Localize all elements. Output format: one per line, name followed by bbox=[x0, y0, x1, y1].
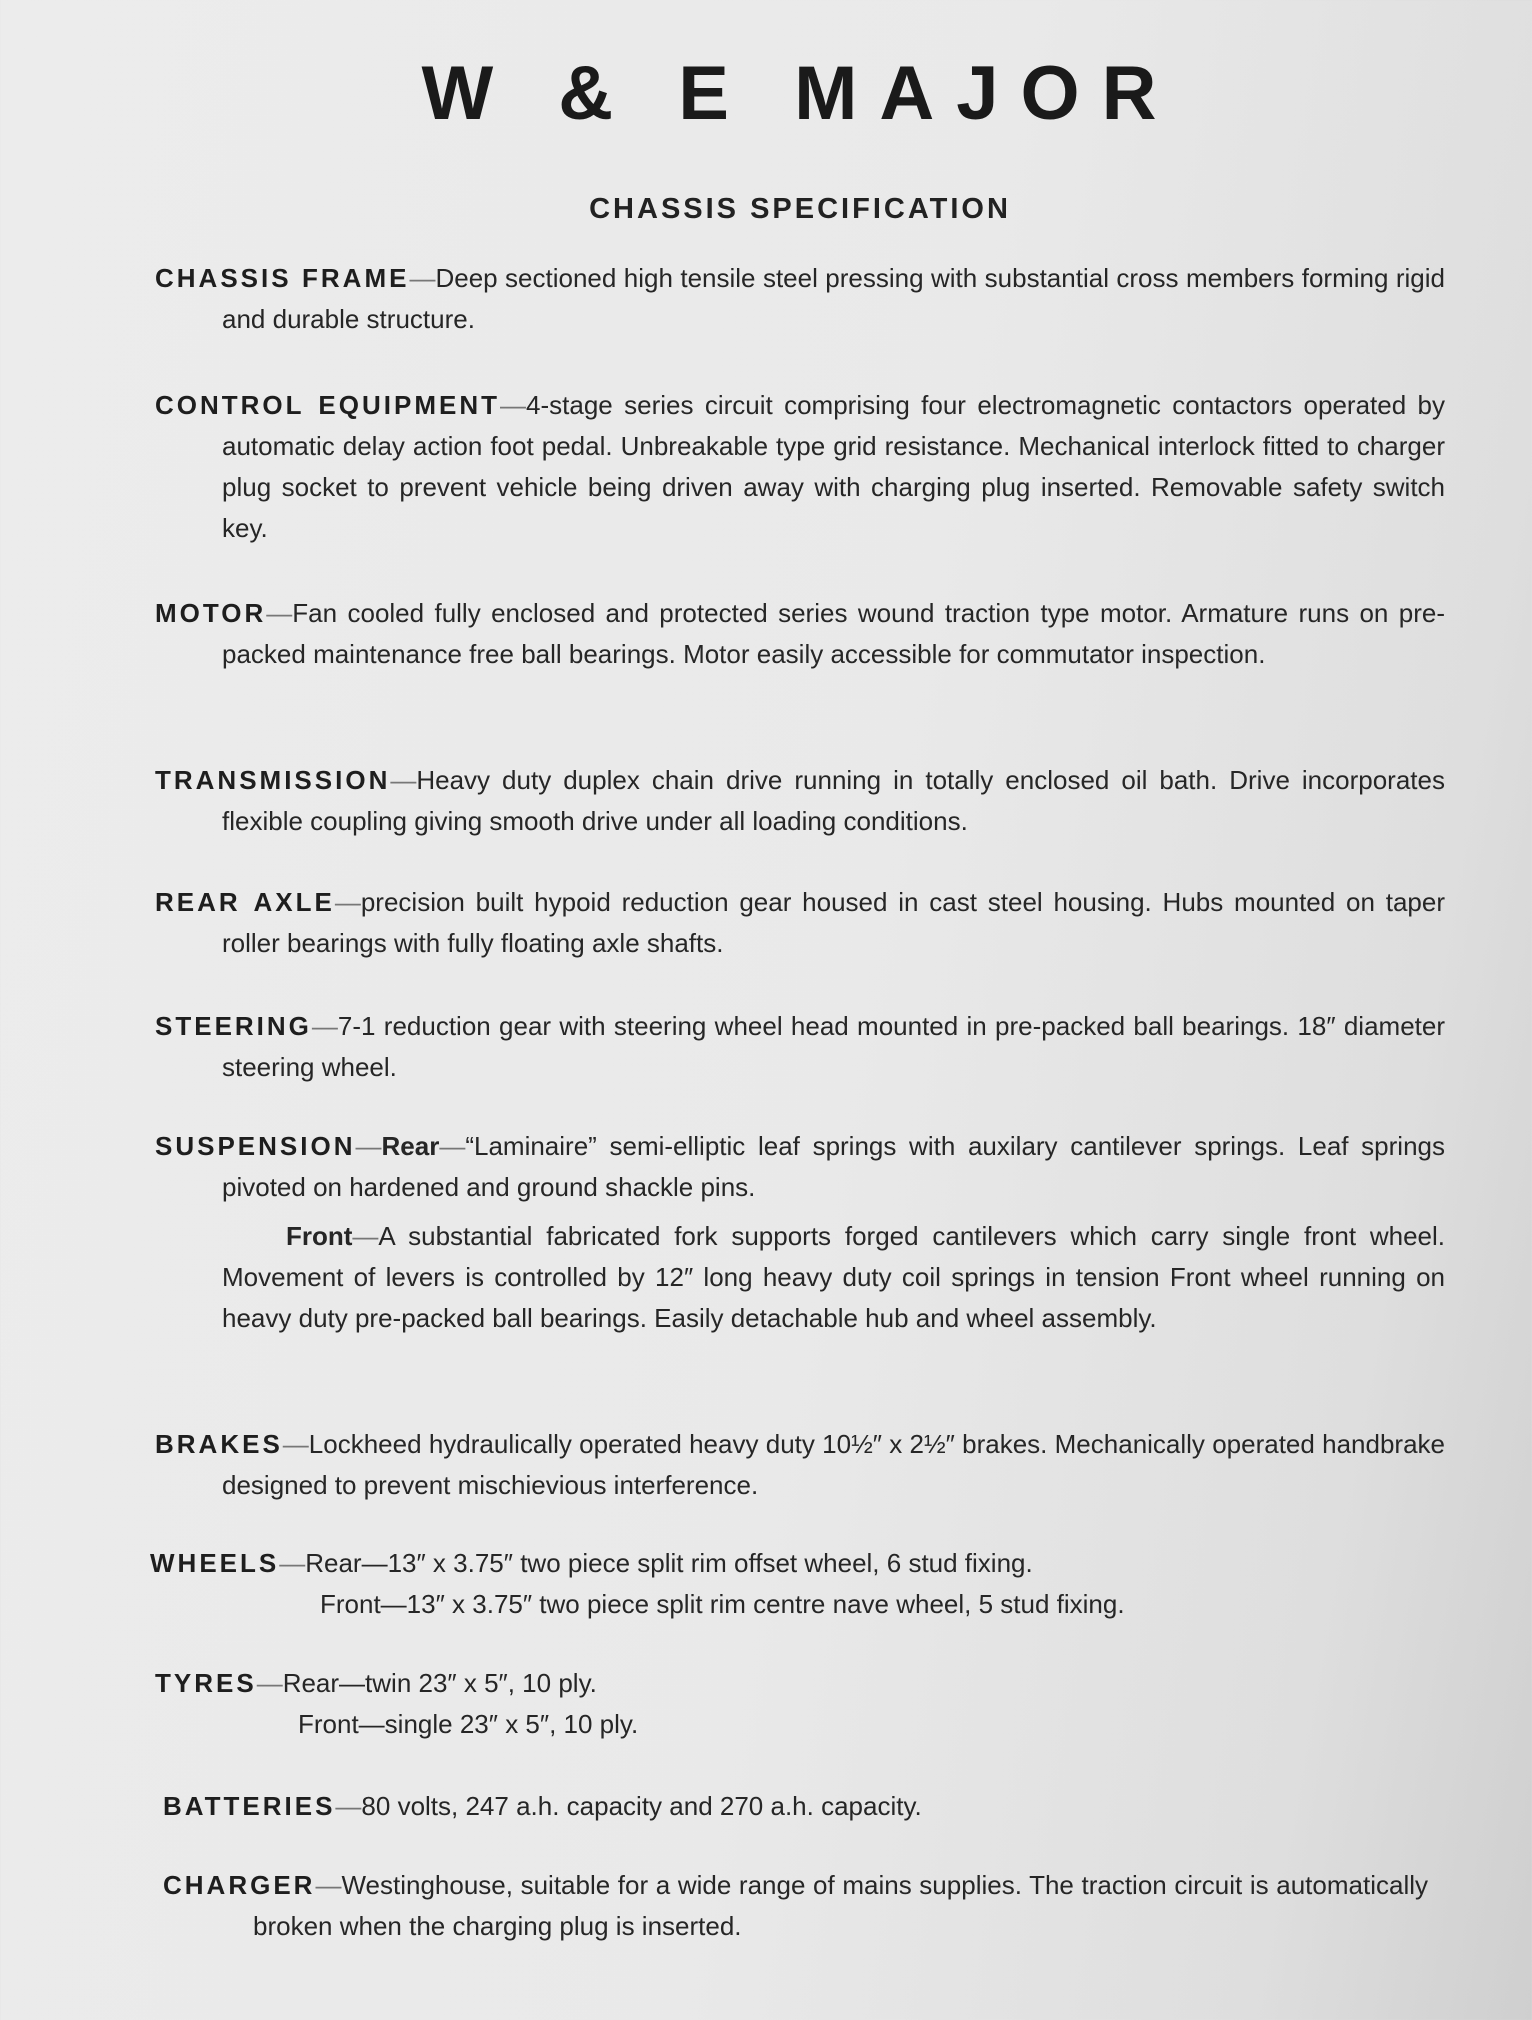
spec-text: 7-1 reduction gear with steering wheel head mounted in pre-packed ball bearings. 18″ diameter steering wheel. bbox=[222, 1011, 1445, 1082]
dash: — bbox=[355, 1131, 382, 1161]
dash: — bbox=[409, 263, 436, 293]
spec-label: CHARGER bbox=[163, 1870, 316, 1900]
spec-text: Lockheed hydraulically operated heavy duty 10½″ x 2½″ brakes. Mechanically operated handbrake designed to prevent mischievious interference. bbox=[222, 1429, 1445, 1500]
dash: — bbox=[335, 1791, 362, 1821]
spec-suspension bbox=[155, 1126, 1445, 1339]
sub-label-front: Front bbox=[286, 1221, 353, 1251]
spec-label: REAR AXLE bbox=[155, 887, 335, 917]
spec-label: WHEELS bbox=[150, 1548, 280, 1578]
spec-label: STEERING bbox=[155, 1011, 312, 1041]
dash: — bbox=[500, 390, 527, 420]
spec-brakes bbox=[155, 1424, 1445, 1506]
spec-tyres bbox=[155, 1663, 1445, 1745]
spec-text: Deep sectioned high tensile steel pressing with substantial cross members forming rigid and durable structure. bbox=[222, 263, 1445, 334]
spec-text: A substantial fabricated fork supports forged cantilevers which carry single front wheel. Movement of levers is controlled by 12″ long heavy duty coil springs in tension Front wheel running on heavy duty pre-packed ball bearings. Easily detachable hub and wheel assembly. bbox=[222, 1221, 1445, 1333]
spec-control-equipment bbox=[155, 385, 1445, 549]
spec-label: SUSPENSION bbox=[155, 1131, 356, 1161]
spec-text: Westinghouse, suitable for a wide range of mains supplies. The traction circuit is automatically broken when the charging plug is inserted. bbox=[253, 1870, 1428, 1941]
dash: — bbox=[279, 1548, 306, 1578]
dash: — bbox=[256, 1668, 283, 1698]
spec-label: TRANSMISSION bbox=[155, 765, 391, 795]
spec-transmission bbox=[155, 760, 1445, 842]
dash: — bbox=[311, 1011, 338, 1041]
spec-text: Fan cooled fully enclosed and protected series wound traction type motor. Armature runs on pre-packed maintenance free ball bearings. Motor easily accessible for commutator inspection. bbox=[222, 598, 1445, 669]
spec-wheels bbox=[150, 1543, 1440, 1625]
spec-motor bbox=[155, 593, 1445, 675]
spec-text-rear: Rear—twin 23″ x 5″, 10 ply. bbox=[282, 1668, 597, 1698]
spec-text-front: Front—13″ x 3.75″ two piece split rim centre nave wheel, 5 stud fixing. bbox=[320, 1589, 1125, 1619]
dash: — bbox=[315, 1870, 342, 1900]
spec-label: TYRES bbox=[155, 1668, 257, 1698]
spec-text-front: Front—single 23″ x 5″, 10 ply. bbox=[298, 1709, 639, 1739]
spec-text: “Laminaire” semi-elliptic leaf springs with auxilary cantilever springs. Leaf springs pivoted on hardened and ground shackle pins. bbox=[222, 1131, 1445, 1202]
spec-text: Heavy duty duplex chain drive running in totally enclosed oil bath. Drive incorporates flexible coupling giving smooth drive under all loading conditions. bbox=[222, 765, 1445, 836]
dash: — bbox=[282, 1429, 309, 1459]
spec-batteries bbox=[163, 1786, 1453, 1827]
spec-charger bbox=[163, 1865, 1428, 1947]
dash: — bbox=[439, 1131, 466, 1161]
spec-label: BRAKES bbox=[155, 1429, 283, 1459]
spec-label: CONTROL EQUIPMENT bbox=[155, 390, 501, 420]
sub-label-rear: Rear bbox=[381, 1131, 440, 1161]
dash: — bbox=[266, 598, 293, 628]
spec-text: precision built hypoid reduction gear housed in cast steel housing. Hubs mounted on taper roller bearings with fully floating axle shafts. bbox=[222, 887, 1445, 958]
spec-text-rear: Rear—13″ x 3.75″ two piece split rim offset wheel, 6 stud fixing. bbox=[305, 1548, 1033, 1578]
document-title: W & E MAJOR bbox=[421, 51, 1179, 136]
spec-rear-axle bbox=[155, 882, 1445, 964]
spec-chassis-frame bbox=[155, 258, 1445, 340]
document-subtitle: CHASSIS SPECIFICATION bbox=[589, 193, 1011, 225]
spec-steering bbox=[155, 1006, 1445, 1088]
dash: — bbox=[390, 765, 417, 795]
spec-text: 4-stage series circuit comprising four electromagnetic contactors operated by automatic delay action foot pedal. Unbreakable type grid resistance. Mechanical interlock fitted to charger plug socket to prevent vehicle being driven away with charging plug inserted. Removable safety switch key. bbox=[222, 390, 1446, 543]
dash: — bbox=[352, 1221, 379, 1251]
spec-text: 80 volts, 247 a.h. capacity and 270 a.h. capacity. bbox=[361, 1791, 922, 1821]
dash: — bbox=[334, 887, 361, 917]
spec-label: MOTOR bbox=[155, 598, 267, 628]
spec-label: CHASSIS FRAME bbox=[155, 263, 410, 293]
spec-label: BATTERIES bbox=[163, 1791, 336, 1821]
